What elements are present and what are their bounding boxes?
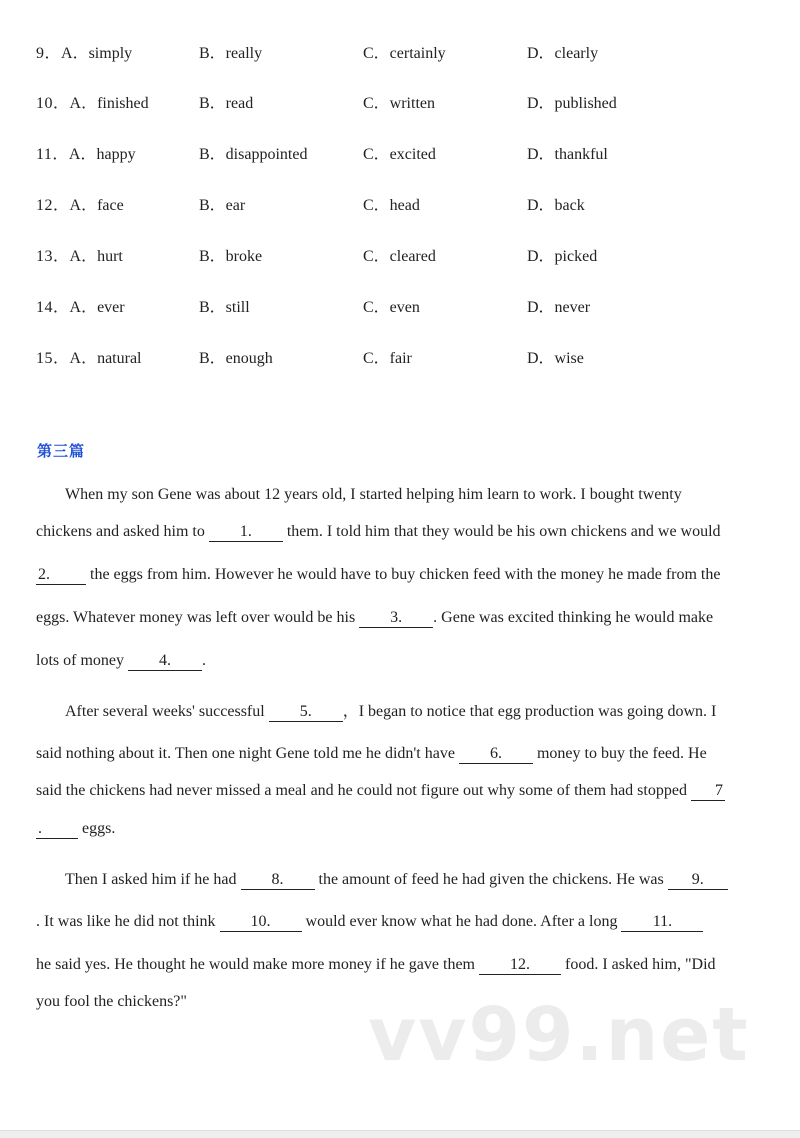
option-b: B．enough [199,350,273,367]
passage-text: Then I asked him if he had [65,871,241,888]
passage-text: money to buy the feed. He [532,745,707,762]
option-a-text: A．happy [68,146,136,163]
option-b: B．ear [199,197,246,214]
passage-text: When my son Gene was about 12 years old, I started helping him learn to work. I bought twenty [65,486,682,503]
option-d: D．back [527,197,585,214]
option-row-13 [0,242,800,272]
option-c: C．excited [363,146,436,163]
passage-line [65,868,795,892]
option-b: B．disappointed [199,146,308,163]
question-number: 11． [36,146,69,163]
option-a [36,140,136,170]
option-row-15 [0,344,800,374]
option-row-14 [0,293,800,323]
option-d: D．never [527,299,591,316]
blank-10[interactable]: 10. [220,913,302,932]
blank-12[interactable]: 12. [479,956,561,975]
blank-8[interactable]: 8. [241,871,315,890]
passage-line [65,700,795,724]
option-b: B．really [199,45,263,62]
passage-text: you fool the chickens?" [36,993,187,1010]
option-b: B．broke [199,248,263,265]
passage-text: eggs. Whatever money was left over would be his [36,609,360,626]
passage-text: would ever know what he had done. After a long [301,913,622,930]
passage-text: lots of money [36,652,128,669]
passage-text: . It was like he did not think [36,913,220,930]
option-a-text: A．hurt [69,248,123,265]
option-d: D．picked [527,248,598,265]
blank-3[interactable]: 3. [359,609,433,628]
question-number: 15． [36,350,70,367]
option-c: C．even [363,299,420,316]
option-b: B．read [199,95,254,112]
watermark: vv99.net [368,992,750,1078]
option-c: C．fair [363,350,412,367]
option-a [36,242,123,272]
passage-text: ，I began to notice that egg production was going down. I [342,703,717,720]
passage-line [36,817,766,841]
option-c: C．written [363,95,435,112]
option-a-text: A．natural [69,350,142,367]
passage-text: food. I asked him, "Did [561,956,716,973]
option-a-text: A．simply [61,45,133,62]
blank-9[interactable]: 9. [668,871,728,890]
question-number: 13． [36,248,70,265]
option-row-11 [0,140,800,170]
blank-7-continued[interactable]: . [36,820,78,839]
passage-text: them. I told him that they would be his own chickens and we would [282,523,721,540]
option-b: B．still [199,299,250,316]
question-number: 14． [36,299,70,316]
question-number: 12． [36,197,70,214]
passage-text: the amount of feed he had given the chickens. He was [314,871,668,888]
passage-line [36,990,766,1014]
passage-line [36,563,766,587]
blank-5[interactable]: 5. [269,703,343,722]
blank-4[interactable]: 4. [128,652,202,671]
passage-line [36,649,766,673]
passage-text: said nothing about it. Then one night Gene told me he didn't have [36,745,459,762]
passage-line [36,910,766,934]
passage-line [36,779,766,803]
passage-text: said the chickens had never missed a meal and he could not figure out why some of them had stopped [36,782,691,799]
option-a-text: A．ever [69,299,125,316]
passage-line [36,520,766,544]
passage-text: After several weeks' successful [65,703,269,720]
option-a [36,89,149,119]
option-row-12 [0,191,800,221]
passage-text: . [202,652,206,669]
option-a [36,39,132,69]
passage-line [36,606,766,630]
option-c: C．cleared [363,248,436,265]
passage-text: he said yes. He thought he would make more money if he gave them [36,956,479,973]
option-row-10 [0,89,800,119]
blank-2[interactable]: 2. [36,566,86,585]
option-d: D．published [527,95,617,112]
option-a [36,191,124,221]
question-number: 10． [36,95,70,112]
option-a [36,293,125,323]
option-a-text: A．face [69,197,124,214]
option-d: D．thankful [527,146,608,163]
passage-line [65,483,795,507]
blank-7[interactable]: 7 [691,782,725,801]
option-row-9 [0,39,800,69]
option-c: C．certainly [363,45,446,62]
question-number: 9． [36,45,62,62]
passage-text: eggs. [78,820,116,837]
section-title: 第三篇 [37,442,86,460]
option-a-text: A．finished [69,95,149,112]
option-d: D．clearly [527,45,599,62]
passage-text: . Gene was excited thinking he would make [433,609,714,626]
option-d: D．wise [527,350,584,367]
passage-line [36,742,766,766]
option-c: C．head [363,197,420,214]
passage-line [36,953,766,977]
option-a [36,344,142,374]
blank-11[interactable]: 11. [621,913,703,932]
blank-1[interactable]: 1. [209,523,283,542]
passage-text: the eggs from him. However he would have to buy chicken feed with the money he made from the [86,566,721,583]
blank-6[interactable]: 6. [459,745,533,764]
passage-text: chickens and asked him to [36,523,209,540]
